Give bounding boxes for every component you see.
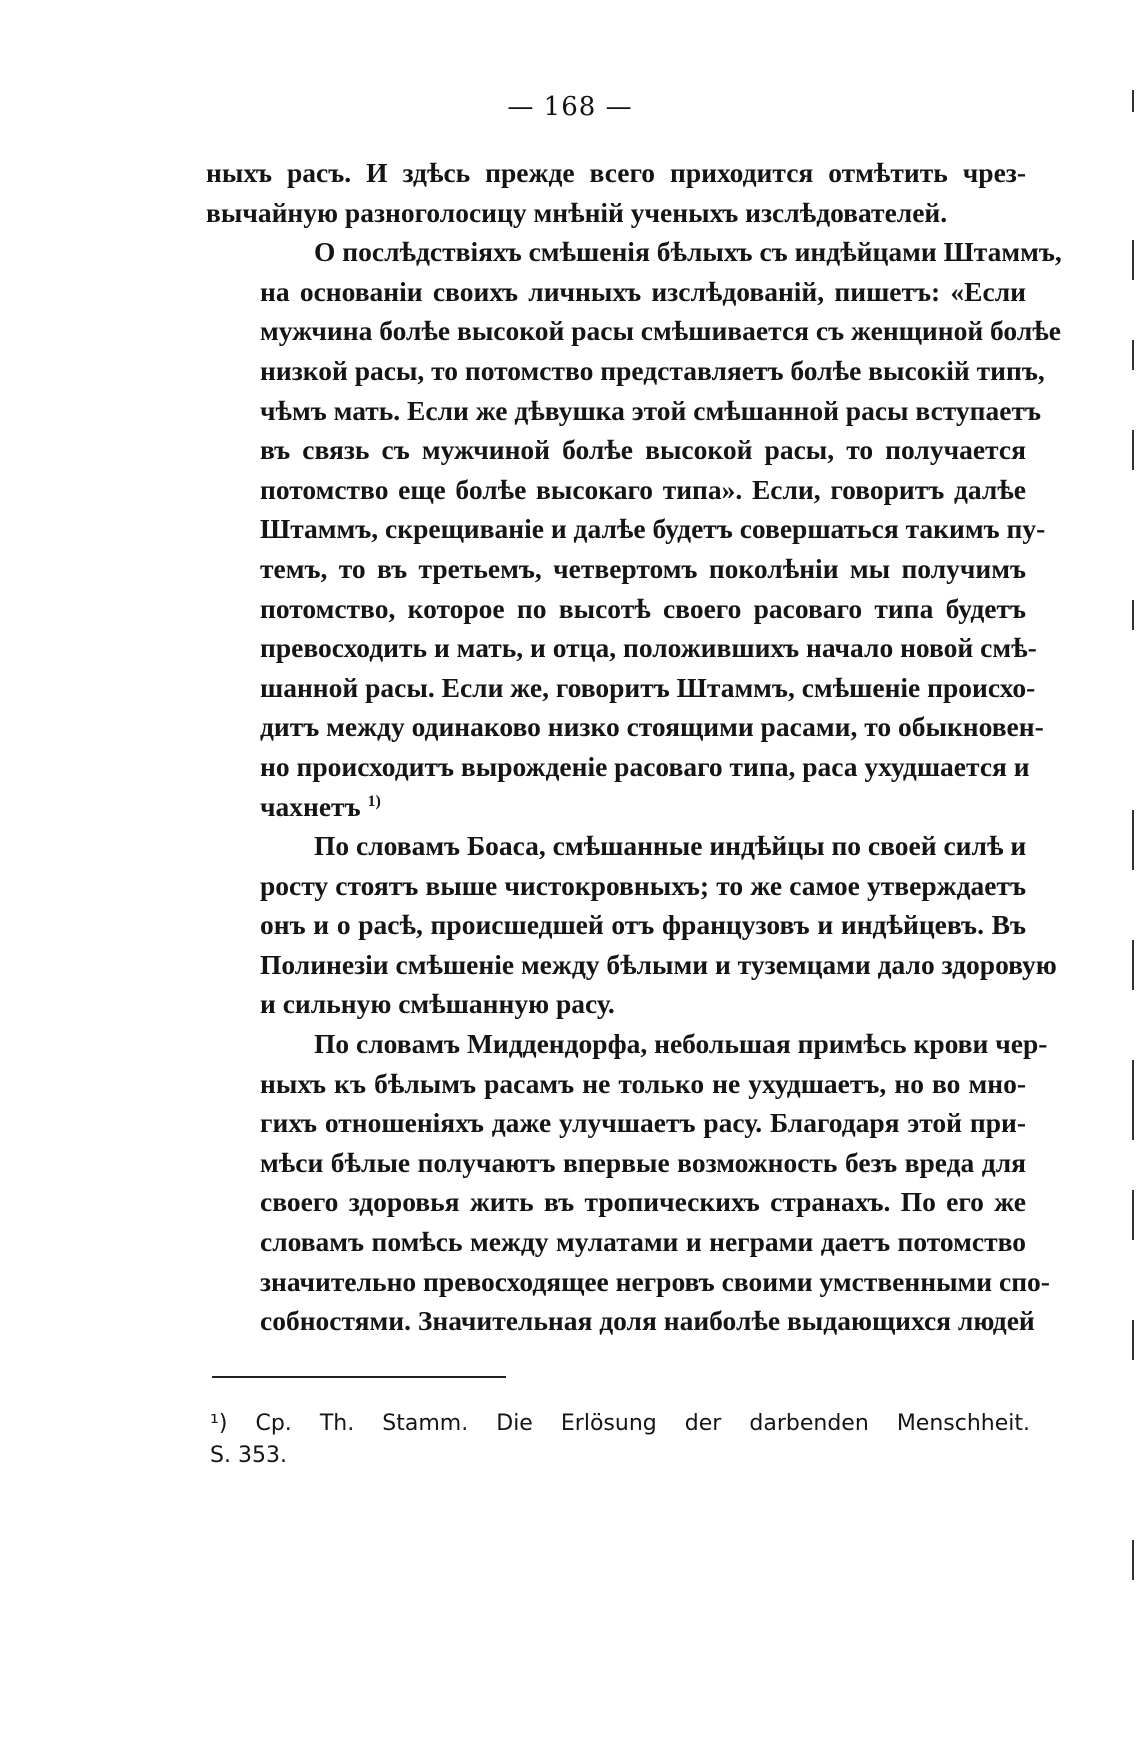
scan-edge-marks (1128, 90, 1134, 1590)
footnote-divider (212, 1376, 506, 1378)
text-line: собностями. Значительная доля наиболѣе выдающихся людей (260, 1305, 1035, 1337)
text-line: О послѣдствiяхъ смѣшенiя бѣлыхъ съ индѣйцами Штаммъ, (314, 236, 1062, 268)
scan-mark (1132, 340, 1134, 370)
text-line: словамъ помѣсь между мулатами и неграми даетъ потомство (260, 1226, 1026, 1258)
paragraph-2 (206, 232, 1062, 826)
text-line: мужчина болѣе высокой расы смѣшивается съ женщиной болѣе (260, 315, 1061, 347)
text-line: потомство, которое по высотѣ своего расоваго типа будетъ (260, 592, 1026, 624)
text-line: низкой расы, то потомство представляетъ болѣе высокiй типъ, (260, 354, 1045, 386)
scan-mark (1132, 1320, 1134, 1360)
scan-mark (1132, 90, 1134, 112)
text-line: ныхъ расъ. И здѣсь прежде всего приходится отмѣтить чрез- (206, 157, 1026, 188)
text-line: значительно превосходящее негровъ своими умственными спо- (260, 1265, 1050, 1297)
text-line: Штаммъ, скрещиванiе и далѣе будетъ совершаться такимъ пу- (260, 513, 1046, 545)
scan-mark (1132, 940, 1134, 990)
scan-mark (1132, 1540, 1134, 1580)
paragraph-4 (206, 1024, 1050, 1341)
text-line: потомство еще болѣе высокаго типа». Если, говоритъ далѣе (260, 473, 1026, 505)
scan-mark (1132, 1190, 1134, 1240)
text-line: По словамъ Миддендорфа, небольшая примѣсь крови чер- (314, 1028, 1048, 1060)
text-line: но происходитъ вырожденiе расоваго типа, раса ухудшается и (260, 750, 1030, 782)
text-line: вычайную разноголосицу мнѣній ученыхъ изслѣдователей. (206, 196, 948, 228)
paragraph-1 (206, 153, 1026, 232)
text-line: онъ и о расѣ, происшедшей отъ французовъ и индѣйцевъ. Въ (260, 909, 1026, 941)
text-line: росту стоятъ выше чистокровныхъ; то же самое утверждаетъ (260, 869, 1026, 901)
text-line: Полинезiи смѣшенiе между бѣлыми и туземцами дало здоровую (260, 948, 1057, 980)
scan-mark (1132, 430, 1134, 470)
text-line: на основанiи своихъ личныхъ изслѣдованiй, пишетъ: «Если (260, 275, 1026, 307)
footnote (210, 1408, 1030, 1472)
text-line: ныхъ къ бѣлымъ расамъ не только не ухудшаетъ, но во мно- (260, 1067, 1026, 1099)
footnote-reference[interactable]: 1) (367, 792, 381, 810)
text-line: гихъ отношенiяхъ даже улучшаетъ расу. Благодаря этой при- (260, 1107, 1026, 1139)
paragraph-3 (206, 826, 1057, 1024)
text-line: По словамъ Боаса, смѣшанные индѣйцы по своей силѣ и (314, 830, 1027, 862)
text-line: своего здоровья жить въ тропическихъ странахъ. По его же (260, 1186, 1026, 1218)
page-number: — 168 — (507, 92, 633, 122)
scan-mark (1132, 810, 1134, 870)
text-line: мѣси бѣлые получаютъ впервые возможность безъ вреда для (260, 1146, 1026, 1178)
text-line: шанной расы. Если же, говоритъ Штаммъ, смѣшенiе происхо- (260, 671, 1036, 703)
text-line-with-footnote (206, 787, 1026, 827)
footnote-line: ¹) Ср. Th. Stamm. Die Erlösung der darbenden Menschheit. (210, 1411, 1030, 1436)
text-line: превосходить и мать, и отца, положившихъ начало новой смѣ- (260, 632, 1037, 664)
footnote-line: S. 353. (210, 1443, 287, 1468)
text-line: темъ, то въ третьемъ, четвертомъ поколѣнiи мы получимъ (260, 552, 1026, 584)
text-line: дитъ между одинаково низко стоящими расами, то обыкновен- (260, 711, 1044, 743)
scan-mark (1132, 600, 1134, 630)
body-text (206, 153, 1062, 1341)
text-line: чѣмъ мать. Если же дѣвушка этой смѣшанной расы вступаетъ (260, 394, 1042, 426)
text-line: и сильную смѣшанную расу. (260, 988, 615, 1020)
scan-mark (1132, 1060, 1134, 1140)
scan-mark (1132, 240, 1134, 280)
text-line: въ связь съ мужчиной болѣе высокой расы, то получается (260, 434, 1026, 466)
text-line: чахнетъ (260, 790, 361, 822)
